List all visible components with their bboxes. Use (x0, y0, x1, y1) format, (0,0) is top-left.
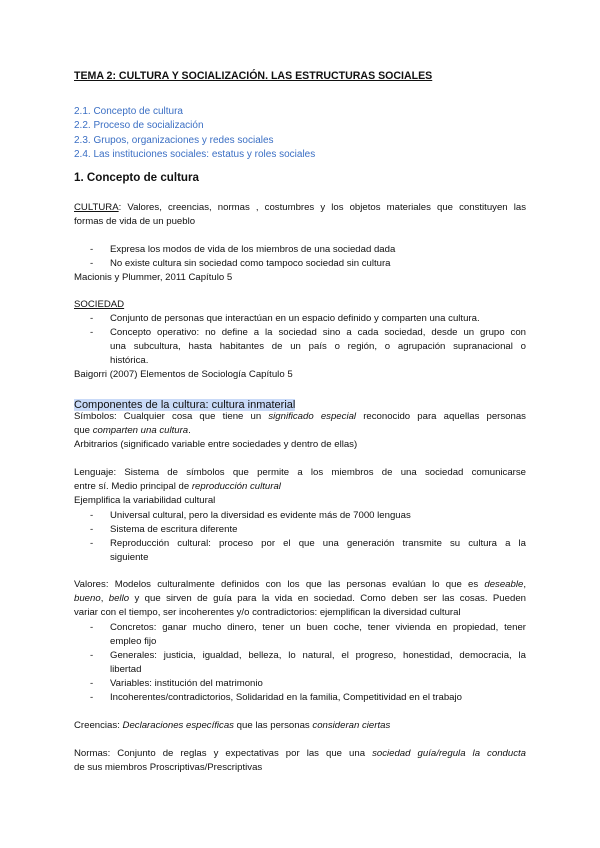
cultura-reference: Macionis y Plummer, 2011 Capítulo 5 (74, 272, 233, 283)
document-title: TEMA 2: CULTURA Y SOCIALIZACIÓN. LAS ESTRUCTURAS SOCIALES (74, 70, 433, 82)
valores-bullet-2-line2: libertad (110, 664, 142, 675)
valores-bullet-1-line1: Concretos: ganar mucho dinero, tener un buen coche, tener vivienda en propiedad, tener (110, 622, 526, 633)
cultura-definition (74, 201, 526, 215)
valores-line1: Valores: Modelos culturalmente definidos con los que las personas evalúan lo que es deseable, (74, 579, 526, 590)
cultura-def-text: : Valores, creencias, normas , costumbres y los objetos materiales que constituyen las (118, 202, 526, 213)
bullet-dash: - (90, 524, 94, 535)
valores-bullet-3: Variables: institución del matrimonio (110, 678, 263, 689)
bullet-dash: - (90, 313, 94, 324)
sociedad-bullet-2-line2: una subcultura, hasta habitantes de un país o región, o agrupación supranacional o (110, 341, 526, 352)
simbolos-line3: Arbitrarios (significado variable entre sociedades y dentro de ellas) (74, 439, 358, 450)
toc-link-2-2[interactable]: 2.2. Proceso de socialización (74, 120, 204, 131)
bullet-dash: - (90, 538, 94, 549)
bullet-dash: - (90, 327, 94, 338)
lenguaje-bullet-2: Sistema de escritura diferente (110, 524, 238, 535)
bullet-dash: - (90, 510, 94, 521)
valores-bullet-1-line2: empleo fijo (110, 636, 157, 647)
creencias-line: Creencias: Declaraciones específicas que las personas consideran ciertas (74, 720, 391, 731)
lenguaje-bullet-1: Universal cultural, pero la diversidad es evidente más de 7000 lenguas (110, 510, 411, 521)
bullet-dash: - (90, 244, 94, 255)
simbolos-line1: Símbolos: Cualquier cosa que tiene un significado especial reconocido para aquellas personas (74, 411, 526, 422)
valores-line2: bueno, bello y que sirven de guía para la vida en sociedad. Como deben ser las cosas. Pueden (74, 593, 526, 604)
sociedad-term: SOCIEDAD (74, 299, 125, 310)
cultura-bullet-2: No existe cultura sin sociedad como tampoco sociedad sin cultura (110, 258, 391, 269)
componentes-heading: Componentes de la cultura: cultura inmaterial (74, 399, 296, 411)
valores-bullet-2-line1: Generales: justicia, igualdad, belleza, lo natural, el progreso, honestidad, democracia, la (110, 650, 526, 661)
cultura-def-line2: formas de vida de un pueblo (74, 216, 196, 227)
toc-link-2-1[interactable]: 2.1. Concepto de cultura (74, 106, 183, 117)
bullet-dash: - (90, 258, 94, 269)
lenguaje-line3: Ejemplifica la variabilidad cultural (74, 495, 216, 506)
cultura-term: CULTURA (74, 202, 119, 213)
toc-link-2-3[interactable]: 2.3. Grupos, organizaciones y redes sociales (74, 135, 274, 146)
sociedad-bullet-1: Conjunto de personas que interactúan en un espacio definido y comparten una cultura. (110, 313, 480, 324)
lenguaje-bullet-3-line2: siguiente (110, 552, 149, 563)
section-heading: 1. Concepto de cultura (74, 171, 199, 184)
lenguaje-bullet-3-line1: Reproducción cultural: proceso por el que una generación transmite su cultura a la (110, 538, 526, 549)
sociedad-bullet-2-line3: histórica. (110, 355, 149, 366)
simbolos-line2: que comparten una cultura. (74, 425, 191, 436)
valores-line3: variar con el tiempo, ser incoherentes y/o contradictorios: ejemplifican la diversidad cultural (74, 607, 461, 618)
cultura-bullet-1: Expresa los modos de vida de los miembros de una sociedad dada (110, 244, 396, 255)
lenguaje-line2: entre sí. Medio principal de reproducción cultural (74, 481, 281, 492)
valores-bullet-4: Incoherentes/contradictorios, Solidaridad en la familia, Competitividad en el trabajo (110, 692, 462, 703)
sociedad-reference: Baigorri (2007) Elementos de Sociología Capítulo 5 (74, 369, 293, 380)
bullet-dash: - (90, 692, 94, 703)
bullet-dash: - (90, 678, 94, 689)
bullet-dash: - (90, 650, 94, 661)
toc-link-2-4[interactable]: 2.4. Las instituciones sociales: estatus y roles sociales (74, 149, 316, 160)
lenguaje-line1: Lenguaje: Sistema de símbolos que permite a los miembros de una sociedad comunicarse (74, 467, 526, 478)
normas-line2: de sus miembros Proscriptivas/Prescriptivas (74, 762, 263, 773)
bullet-dash: - (90, 622, 94, 633)
normas-line1: Normas: Conjunto de reglas y expectativas por las que una sociedad guía/regula la conducta (74, 748, 526, 759)
sociedad-bullet-2-line1: Concepto operativo: no define a la sociedad sino a cada sociedad, desde un grupo con (110, 327, 526, 338)
